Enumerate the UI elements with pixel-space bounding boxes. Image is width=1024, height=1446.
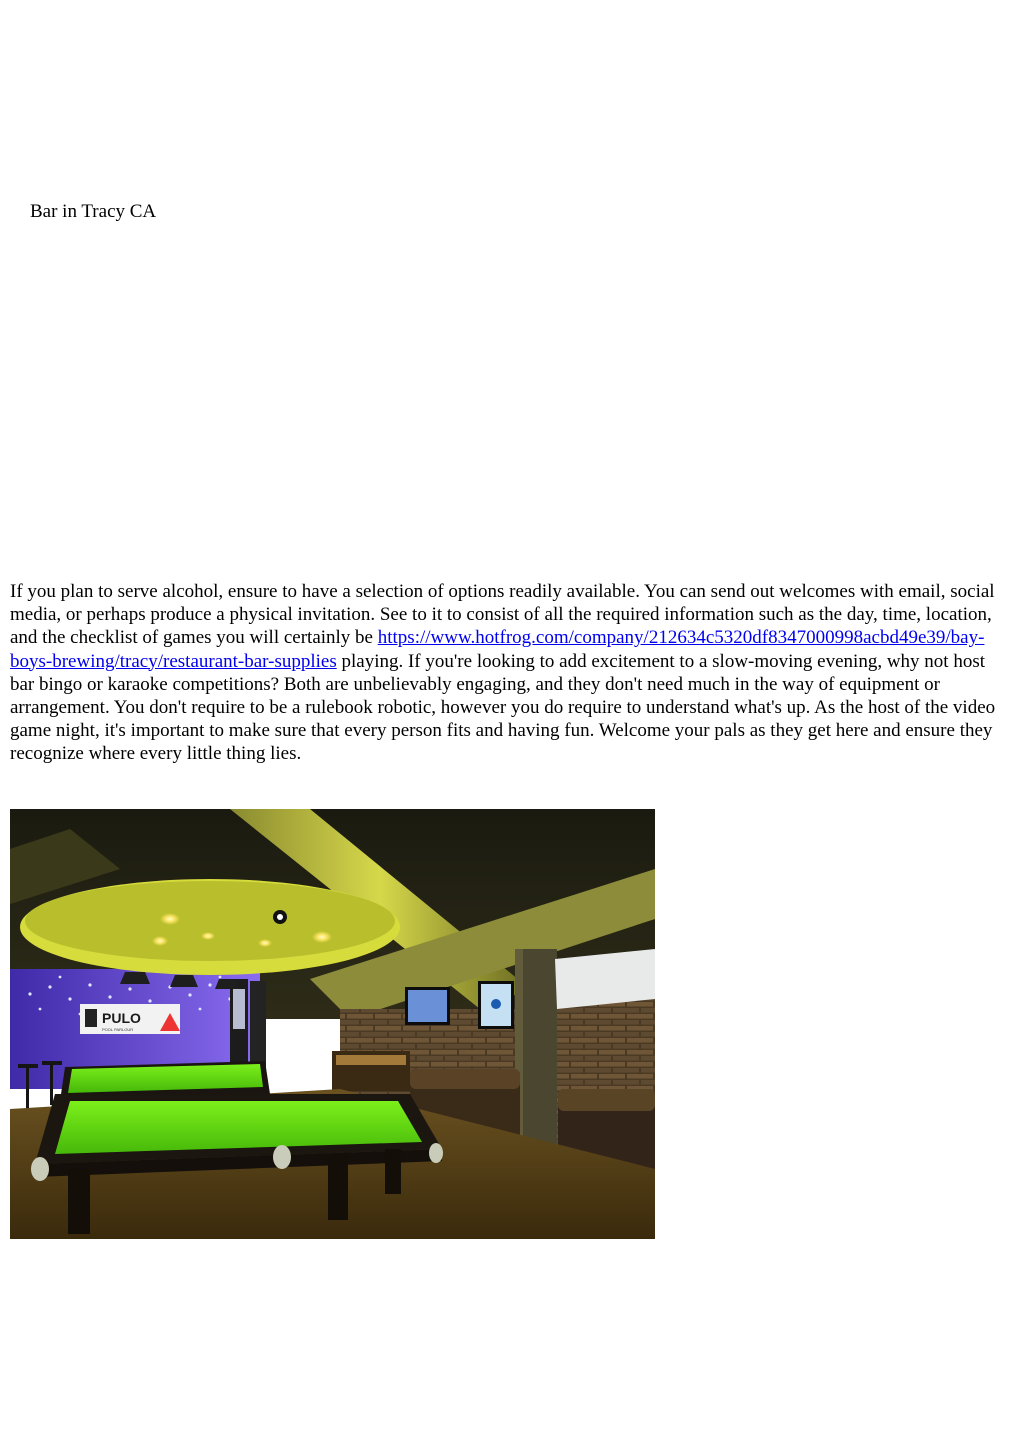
table-leg <box>385 1149 401 1194</box>
skylight <box>555 949 655 1009</box>
ceiling-lamp <box>160 913 180 925</box>
ceiling-lamp <box>312 931 332 943</box>
sign-logo-mark <box>85 1009 97 1027</box>
article-text-body: playing. If you're looking to add excitement to a slow-moving evening, why not host bar bingo or karaoke competitions? Both are unbelievably engaging, and they don't need much in the way of equipment or arrangement. You don't require to be a rulebook robotic, however you do require to understand what's up. As the host of the video game night, it's important to make sure that every person fits and having fun. Welcome your pals as they get here and ensure they recognize where every little thing lies. <box>10 650 996 765</box>
ceiling-lamp <box>201 932 215 940</box>
pool-hall-photo <box>10 809 655 1239</box>
pocket-net <box>31 1157 49 1181</box>
arcade-machine-2 <box>250 981 266 1069</box>
pulo-sign-text: PULO <box>102 1010 141 1026</box>
hotfrog-link[interactable]: https://www.hotfrog.com/company/212634c5320df8347000998acbd49e39/bay-boys-brewing/tracy/restaurant-bar-supplies <box>10 627 985 672</box>
table-leg <box>328 1155 348 1220</box>
oval-light-panel-face <box>25 881 395 961</box>
page-title: Bar in Tracy CA <box>30 201 157 222</box>
arcade-screen <box>233 989 245 1029</box>
pulo-sign-subtext: POOL PARLOUR <box>102 1027 134 1032</box>
pocket-net <box>429 1143 443 1163</box>
article-paragraph <box>10 580 1010 766</box>
ceiling-lamp <box>258 939 272 947</box>
pocket-net <box>273 1145 291 1169</box>
article-text-intro: If you plan to serve alcohol, ensure to have a selection of options readily available. You can send out welcomes with email, social media, or perhaps produce a physical invitation. See to it to consist of all the required information such as the day, time, location, and the checklist of games you will certainly be <box>10 581 995 649</box>
ceiling-lamp <box>152 936 168 946</box>
table-leg <box>68 1169 90 1234</box>
